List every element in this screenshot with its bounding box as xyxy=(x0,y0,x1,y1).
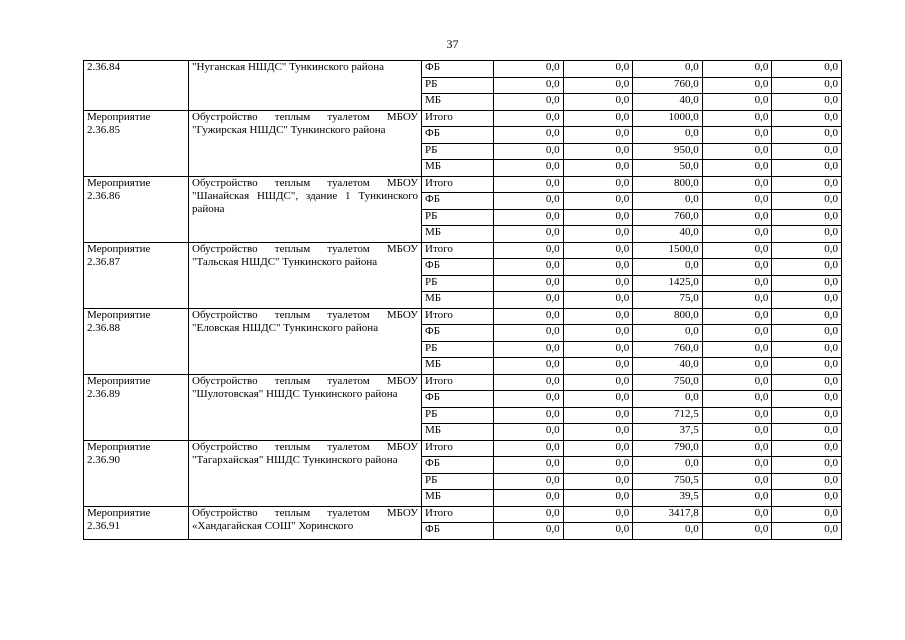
amount-cell: 0,0 xyxy=(494,440,564,457)
activity-code-cell xyxy=(84,110,189,176)
funding-source-cell: РБ xyxy=(422,77,494,94)
funding-source-cell: РБ xyxy=(422,341,494,358)
amount-cell: 0,0 xyxy=(494,457,564,474)
amount-cell: 0,0 xyxy=(494,94,564,111)
amount-cell: 0,0 xyxy=(633,457,703,474)
funding-source-cell: Итого xyxy=(422,374,494,391)
amount-cell: 0,0 xyxy=(563,94,633,111)
amount-cell: 0,0 xyxy=(494,77,564,94)
funding-source-cell: ФБ xyxy=(422,523,494,540)
activity-code-line: Мероприятие xyxy=(87,242,151,255)
amount-cell: 0,0 xyxy=(494,242,564,259)
amount-cell: 760,0 xyxy=(633,77,703,94)
amount-cell: 0,0 xyxy=(494,275,564,292)
funding-source-cell: МБ xyxy=(422,226,494,243)
amount-cell: 800,0 xyxy=(633,176,703,193)
amount-cell: 0,0 xyxy=(563,275,633,292)
activity-code-cell xyxy=(84,308,189,374)
amount-cell: 0,0 xyxy=(772,523,842,540)
amount-cell: 0,0 xyxy=(702,341,772,358)
amount-cell: 0,0 xyxy=(494,143,564,160)
activity-code-line: Мероприятие xyxy=(87,374,151,387)
amount-cell: 750,0 xyxy=(633,374,703,391)
amount-cell: 0,0 xyxy=(494,226,564,243)
activity-name-cell: Обустройство теплым туалетом МБОУ "Шулотовская" НШДС Тункинского района xyxy=(189,374,422,440)
amount-cell: 0,0 xyxy=(563,209,633,226)
funding-source-cell: РБ xyxy=(422,143,494,160)
amount-cell: 0,0 xyxy=(702,308,772,325)
amount-cell: 0,0 xyxy=(563,176,633,193)
budget-table-body xyxy=(84,61,842,540)
amount-cell: 0,0 xyxy=(772,424,842,441)
activity-code-line: Мероприятие xyxy=(87,176,151,189)
amount-cell: 0,0 xyxy=(563,127,633,144)
amount-cell: 0,0 xyxy=(772,242,842,259)
amount-cell: 0,0 xyxy=(702,242,772,259)
amount-cell: 40,0 xyxy=(633,358,703,375)
amount-cell: 0,0 xyxy=(772,358,842,375)
amount-cell: 0,0 xyxy=(702,127,772,144)
table-row xyxy=(84,242,842,259)
amount-cell: 0,0 xyxy=(494,506,564,523)
funding-source-cell: ФБ xyxy=(422,61,494,78)
amount-cell: 0,0 xyxy=(563,308,633,325)
amount-cell: 0,0 xyxy=(563,506,633,523)
activity-name-cell: Обустройство теплым туалетом МБОУ «Хандагайская СОШ" Хоринского xyxy=(189,506,422,539)
table-row xyxy=(84,176,842,193)
amount-cell: 0,0 xyxy=(494,110,564,127)
amount-cell: 0,0 xyxy=(494,490,564,507)
amount-cell: 0,0 xyxy=(633,127,703,144)
amount-cell: 0,0 xyxy=(772,457,842,474)
funding-source-cell: ФБ xyxy=(422,127,494,144)
activity-code-line: Мероприятие xyxy=(87,110,151,123)
table-row xyxy=(84,308,842,325)
amount-cell: 0,0 xyxy=(702,391,772,408)
activity-name-cell: "Нуганская НШДС" Тункинского района xyxy=(189,61,422,111)
amount-cell: 0,0 xyxy=(772,440,842,457)
amount-cell: 40,0 xyxy=(633,226,703,243)
funding-source-cell: ФБ xyxy=(422,457,494,474)
amount-cell: 0,0 xyxy=(772,490,842,507)
amount-cell: 0,0 xyxy=(563,440,633,457)
amount-cell: 0,0 xyxy=(494,523,564,540)
amount-cell: 800,0 xyxy=(633,308,703,325)
amount-cell: 0,0 xyxy=(702,358,772,375)
amount-cell: 0,0 xyxy=(772,473,842,490)
amount-cell: 0,0 xyxy=(702,209,772,226)
amount-cell: 0,0 xyxy=(494,127,564,144)
activity-code-line: 2.36.84 xyxy=(87,61,120,73)
amount-cell: 760,0 xyxy=(633,209,703,226)
amount-cell: 1425,0 xyxy=(633,275,703,292)
amount-cell: 0,0 xyxy=(702,77,772,94)
amount-cell: 0,0 xyxy=(494,325,564,342)
amount-cell: 0,0 xyxy=(772,374,842,391)
amount-cell: 0,0 xyxy=(702,292,772,309)
activity-code-cell xyxy=(84,61,189,111)
funding-source-cell: Итого xyxy=(422,440,494,457)
amount-cell: 0,0 xyxy=(702,61,772,78)
amount-cell: 40,0 xyxy=(633,94,703,111)
funding-source-cell: Итого xyxy=(422,110,494,127)
activity-name-cell: Обустройство теплым туалетом МБОУ "Гужирская НШДС" Тункинского района xyxy=(189,110,422,176)
activity-code-line: Мероприятие xyxy=(87,506,151,519)
amount-cell: 0,0 xyxy=(772,407,842,424)
activity-code-cell xyxy=(84,440,189,506)
amount-cell: 0,0 xyxy=(702,440,772,457)
amount-cell: 0,0 xyxy=(494,292,564,309)
funding-source-cell: Итого xyxy=(422,506,494,523)
activity-code-line: 2.36.87 xyxy=(87,255,120,268)
amount-cell: 0,0 xyxy=(772,61,842,78)
funding-source-cell: Итого xyxy=(422,308,494,325)
amount-cell: 760,0 xyxy=(633,341,703,358)
amount-cell: 0,0 xyxy=(563,473,633,490)
amount-cell: 0,0 xyxy=(494,259,564,276)
activity-code-line: 2.36.88 xyxy=(87,321,120,334)
amount-cell: 0,0 xyxy=(633,61,703,78)
page-number: 37 xyxy=(446,37,459,51)
amount-cell: 0,0 xyxy=(563,424,633,441)
amount-cell: 0,0 xyxy=(772,325,842,342)
amount-cell: 0,0 xyxy=(702,259,772,276)
funding-source-cell: Итого xyxy=(422,176,494,193)
amount-cell: 0,0 xyxy=(702,490,772,507)
amount-cell: 0,0 xyxy=(772,127,842,144)
amount-cell: 0,0 xyxy=(772,160,842,177)
activity-code-line: 2.36.85 xyxy=(87,123,120,136)
amount-cell: 0,0 xyxy=(772,259,842,276)
amount-cell: 0,0 xyxy=(494,209,564,226)
funding-source-cell: ФБ xyxy=(422,193,494,210)
table-row xyxy=(84,61,842,78)
amount-cell: 75,0 xyxy=(633,292,703,309)
amount-cell: 0,0 xyxy=(702,424,772,441)
amount-cell: 0,0 xyxy=(563,61,633,78)
activity-name-cell: Обустройство теплым туалетом МБОУ "Шанайская НШДС", здание 1 Тункинского района xyxy=(189,176,422,242)
amount-cell: 0,0 xyxy=(702,143,772,160)
amount-cell: 0,0 xyxy=(772,391,842,408)
funding-source-cell: РБ xyxy=(422,473,494,490)
amount-cell: 0,0 xyxy=(702,407,772,424)
funding-source-cell: РБ xyxy=(422,275,494,292)
amount-cell: 0,0 xyxy=(772,110,842,127)
amount-cell: 0,0 xyxy=(563,259,633,276)
amount-cell: 0,0 xyxy=(494,391,564,408)
amount-cell: 37,5 xyxy=(633,424,703,441)
amount-cell: 0,0 xyxy=(563,143,633,160)
funding-source-cell: МБ xyxy=(422,160,494,177)
amount-cell: 0,0 xyxy=(772,341,842,358)
activity-code-line: Мероприятие xyxy=(87,308,151,321)
amount-cell: 0,0 xyxy=(563,457,633,474)
activity-name-cell: Обустройство теплым туалетом МБОУ "Тальская НШДС" Тункинского района xyxy=(189,242,422,308)
activity-code-line: 2.36.90 xyxy=(87,453,120,466)
amount-cell: 0,0 xyxy=(702,226,772,243)
activity-code-cell xyxy=(84,242,189,308)
amount-cell: 0,0 xyxy=(702,94,772,111)
funding-source-cell: ФБ xyxy=(422,325,494,342)
amount-cell: 0,0 xyxy=(563,341,633,358)
funding-source-cell: МБ xyxy=(422,424,494,441)
amount-cell: 0,0 xyxy=(633,523,703,540)
amount-cell: 0,0 xyxy=(563,292,633,309)
amount-cell: 0,0 xyxy=(494,160,564,177)
amount-cell: 0,0 xyxy=(772,77,842,94)
funding-source-cell: Итого xyxy=(422,242,494,259)
amount-cell: 0,0 xyxy=(563,407,633,424)
amount-cell: 0,0 xyxy=(494,176,564,193)
activity-code-cell xyxy=(84,506,189,539)
amount-cell: 0,0 xyxy=(494,193,564,210)
amount-cell: 0,0 xyxy=(772,94,842,111)
amount-cell: 1000,0 xyxy=(633,110,703,127)
amount-cell: 0,0 xyxy=(772,275,842,292)
amount-cell: 0,0 xyxy=(702,110,772,127)
amount-cell: 0,0 xyxy=(633,193,703,210)
activity-code-line: 2.36.86 xyxy=(87,189,120,202)
amount-cell: 0,0 xyxy=(702,473,772,490)
amount-cell: 0,0 xyxy=(563,358,633,375)
amount-cell: 0,0 xyxy=(563,242,633,259)
funding-source-cell: РБ xyxy=(422,407,494,424)
amount-cell: 0,0 xyxy=(563,160,633,177)
budget-table xyxy=(83,60,842,540)
table-row xyxy=(84,506,842,523)
amount-cell: 3417,8 xyxy=(633,506,703,523)
amount-cell: 712,5 xyxy=(633,407,703,424)
amount-cell: 0,0 xyxy=(702,325,772,342)
table-row xyxy=(84,110,842,127)
table-row xyxy=(84,374,842,391)
amount-cell: 0,0 xyxy=(563,490,633,507)
amount-cell: 0,0 xyxy=(563,391,633,408)
amount-cell: 0,0 xyxy=(494,341,564,358)
activity-code-cell xyxy=(84,374,189,440)
amount-cell: 0,0 xyxy=(772,193,842,210)
amount-cell: 0,0 xyxy=(702,275,772,292)
activity-code-cell xyxy=(84,176,189,242)
amount-cell: 0,0 xyxy=(772,308,842,325)
amount-cell: 0,0 xyxy=(494,424,564,441)
table-row xyxy=(84,440,842,457)
amount-cell: 0,0 xyxy=(772,143,842,160)
amount-cell: 0,0 xyxy=(702,193,772,210)
amount-cell: 0,0 xyxy=(772,209,842,226)
funding-source-cell: МБ xyxy=(422,292,494,309)
funding-source-cell: МБ xyxy=(422,490,494,507)
funding-source-cell: ФБ xyxy=(422,391,494,408)
amount-cell: 0,0 xyxy=(494,61,564,78)
amount-cell: 0,0 xyxy=(563,77,633,94)
funding-source-cell: РБ xyxy=(422,209,494,226)
amount-cell: 0,0 xyxy=(702,523,772,540)
funding-source-cell: МБ xyxy=(422,358,494,375)
activity-name-cell: Обустройство теплым туалетом МБОУ "Тагархайская" НШДС Тункинского района xyxy=(189,440,422,506)
amount-cell: 950,0 xyxy=(633,143,703,160)
amount-cell: 750,5 xyxy=(633,473,703,490)
amount-cell: 0,0 xyxy=(633,325,703,342)
amount-cell: 0,0 xyxy=(494,308,564,325)
amount-cell: 0,0 xyxy=(772,176,842,193)
activity-code-line: 2.36.89 xyxy=(87,387,120,400)
amount-cell: 0,0 xyxy=(563,226,633,243)
amount-cell: 39,5 xyxy=(633,490,703,507)
amount-cell: 0,0 xyxy=(563,193,633,210)
amount-cell: 0,0 xyxy=(494,473,564,490)
amount-cell: 790,0 xyxy=(633,440,703,457)
amount-cell: 0,0 xyxy=(772,292,842,309)
funding-source-cell: МБ xyxy=(422,94,494,111)
amount-cell: 0,0 xyxy=(633,259,703,276)
amount-cell: 0,0 xyxy=(563,374,633,391)
activity-name-cell: Обустройство теплым туалетом МБОУ "Еловская НШДС" Тункинского района xyxy=(189,308,422,374)
amount-cell: 0,0 xyxy=(633,391,703,408)
amount-cell: 0,0 xyxy=(702,160,772,177)
amount-cell: 0,0 xyxy=(772,226,842,243)
activity-code-line: 2.36.91 xyxy=(87,519,120,532)
amount-cell: 0,0 xyxy=(563,110,633,127)
amount-cell: 50,0 xyxy=(633,160,703,177)
amount-cell: 0,0 xyxy=(702,374,772,391)
amount-cell: 0,0 xyxy=(494,407,564,424)
amount-cell: 0,0 xyxy=(772,506,842,523)
amount-cell: 1500,0 xyxy=(633,242,703,259)
amount-cell: 0,0 xyxy=(563,523,633,540)
amount-cell: 0,0 xyxy=(494,358,564,375)
amount-cell: 0,0 xyxy=(702,506,772,523)
activity-code-line: Мероприятие xyxy=(87,440,151,453)
amount-cell: 0,0 xyxy=(563,325,633,342)
amount-cell: 0,0 xyxy=(702,176,772,193)
funding-source-cell: ФБ xyxy=(422,259,494,276)
amount-cell: 0,0 xyxy=(494,374,564,391)
amount-cell: 0,0 xyxy=(702,457,772,474)
